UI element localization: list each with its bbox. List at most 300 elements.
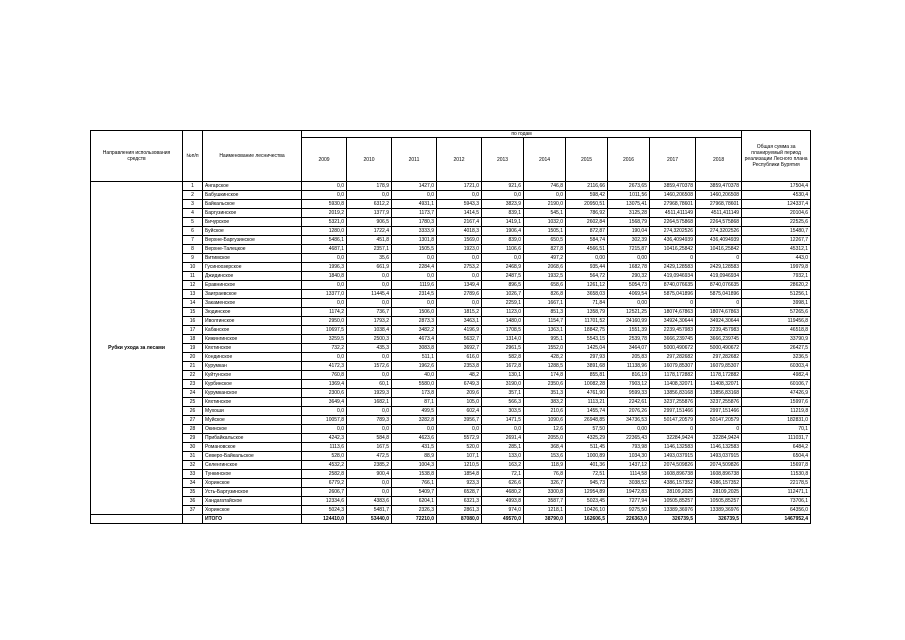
value-cell: 2074,509826 — [696, 461, 742, 470]
row-total-cell: 7932,1 — [742, 272, 811, 281]
value-cell: 1146,132583 — [650, 443, 696, 452]
row-total-cell: 26427,5 — [742, 344, 811, 353]
value-cell: 786,92 — [566, 209, 608, 218]
table-row — [91, 236, 811, 245]
value-cell: 4511,411149 — [650, 209, 696, 218]
row-total-cell: 11219,8 — [742, 407, 811, 416]
value-cell: 118,9 — [524, 461, 566, 470]
row-number: 6 — [183, 227, 203, 236]
value-cell: 1505,1 — [524, 227, 566, 236]
value-cell: 1455,74 — [566, 407, 608, 416]
row-number: 24 — [183, 389, 203, 398]
value-cell: 50147,20579 — [650, 416, 696, 425]
value-cell: 789,3 — [347, 416, 392, 425]
value-cell: 4196,9 — [437, 326, 482, 335]
value-cell: 2691,4 — [482, 434, 524, 443]
value-cell: 4566,51 — [566, 245, 608, 254]
value-cell: 0,0 — [524, 191, 566, 200]
value-cell: 3666,239745 — [696, 335, 742, 344]
total-value-cell: 326739,5 — [650, 515, 696, 524]
value-cell: 1004,3 — [392, 461, 437, 470]
total-value-cell: 72210,0 — [392, 515, 437, 524]
value-cell: 290,32 — [608, 272, 650, 281]
value-cell: 2673,65 — [608, 182, 650, 191]
forestry-name: Зюдинское — [203, 308, 302, 317]
value-cell: 0,0 — [437, 425, 482, 434]
value-cell: 793,98 — [608, 443, 650, 452]
value-cell: 2242,61 — [608, 398, 650, 407]
row-total-cell: 4982,4 — [742, 371, 811, 380]
table-row — [91, 182, 811, 191]
table-row — [91, 488, 811, 497]
value-cell: 87,1 — [392, 398, 437, 407]
total-value-cell: 162606,5 — [566, 515, 608, 524]
value-cell: 6312,2 — [347, 200, 392, 209]
row-number: 32 — [183, 461, 203, 470]
value-cell: 3956,7 — [437, 416, 482, 425]
row-number: 33 — [183, 470, 203, 479]
table-row — [91, 407, 811, 416]
table-row — [91, 254, 811, 263]
forest-plan-table-sheet — [90, 130, 810, 524]
row-number: 25 — [183, 398, 203, 407]
row-total-cell: 64356,0 — [742, 506, 811, 515]
value-cell: 2861,3 — [437, 506, 482, 515]
value-cell: 472,5 — [347, 452, 392, 461]
value-cell: 35,6 — [347, 254, 392, 263]
value-cell: 1721,0 — [437, 182, 482, 191]
value-cell: 22365,43 — [608, 434, 650, 443]
value-cell: 1369,4 — [302, 380, 347, 389]
table-row — [91, 272, 811, 281]
value-cell: 0,0 — [392, 191, 437, 200]
header-year-2012: 2012 — [437, 138, 482, 182]
value-cell: 497,2 — [524, 254, 566, 263]
row-number: 2 — [183, 191, 203, 200]
row-number: 12 — [183, 281, 203, 290]
row-total-cell: 45312,1 — [742, 245, 811, 254]
value-cell: 10082,28 — [566, 380, 608, 389]
value-cell: 4383,6 — [347, 497, 392, 506]
table-row — [91, 344, 811, 353]
row-total-cell: 19979,8 — [742, 263, 811, 272]
value-cell: 383,2 — [524, 398, 566, 407]
row-total-cell: 12267,7 — [742, 236, 811, 245]
value-cell: 0,0 — [347, 407, 392, 416]
forestry-name: Курбинское — [203, 380, 302, 389]
value-cell: 3300,8 — [524, 488, 566, 497]
value-cell: 900,4 — [347, 470, 392, 479]
value-cell: 0,0 — [302, 299, 347, 308]
value-cell: 451,8 — [347, 236, 392, 245]
value-cell: 816,19 — [608, 371, 650, 380]
row-number: 21 — [183, 362, 203, 371]
row-total-cell: 47426,9 — [742, 389, 811, 398]
row-number: 34 — [183, 479, 203, 488]
value-cell: 2468,9 — [482, 263, 524, 272]
value-cell: 8740,076635 — [696, 281, 742, 290]
value-cell: 1538,8 — [392, 470, 437, 479]
row-number: 23 — [183, 380, 203, 389]
value-cell: 1923,0 — [437, 245, 482, 254]
value-cell: 0,0 — [347, 299, 392, 308]
value-cell: 419,0946934 — [650, 272, 696, 281]
value-cell: 0,0 — [302, 353, 347, 362]
value-cell: 1460,206508 — [650, 191, 696, 200]
value-cell: 1113,6 — [302, 443, 347, 452]
value-cell: 10505,85257 — [650, 497, 696, 506]
value-cell: 1996,3 — [302, 263, 347, 272]
value-cell: 855,81 — [566, 371, 608, 380]
row-total-cell: 33790,9 — [742, 335, 811, 344]
forestry-name: Усть-Баргузинское — [203, 488, 302, 497]
value-cell: 2076,26 — [608, 407, 650, 416]
value-cell: 0,0 — [302, 182, 347, 191]
row-total-cell: 3236,5 — [742, 353, 811, 362]
value-cell: 34924,30644 — [696, 317, 742, 326]
row-number: 30 — [183, 443, 203, 452]
total-row — [91, 515, 811, 524]
table-row — [91, 245, 811, 254]
row-number: 15 — [183, 308, 203, 317]
value-cell: 419,0946934 — [696, 272, 742, 281]
table-row — [91, 479, 811, 488]
value-cell: 0,0 — [302, 254, 347, 263]
value-cell: 18074,67863 — [650, 308, 696, 317]
forestry-name: Селенгинское — [203, 461, 302, 470]
value-cell: 6779,2 — [302, 479, 347, 488]
value-cell: 602,4 — [437, 407, 482, 416]
value-cell: 11408,32071 — [696, 380, 742, 389]
forestry-name: Баргузинское — [203, 209, 302, 218]
row-number: 22 — [183, 371, 203, 380]
value-cell: 2582,8 — [302, 470, 347, 479]
value-cell: 1419,1 — [482, 218, 524, 227]
value-cell: 0,0 — [482, 425, 524, 434]
value-cell: 32284,9424 — [696, 434, 742, 443]
value-cell: 1572,6 — [347, 362, 392, 371]
row-total-cell: 6484,2 — [742, 443, 811, 452]
row-number: 11 — [183, 272, 203, 281]
value-cell: 566,3 — [482, 398, 524, 407]
forestry-name: Витимское — [203, 254, 302, 263]
table-row — [91, 371, 811, 380]
value-cell: 130,1 — [482, 371, 524, 380]
table-row — [91, 200, 811, 209]
header-year-2014: 2014 — [524, 138, 566, 182]
value-cell: 1178,172882 — [696, 371, 742, 380]
row-number: 4 — [183, 209, 203, 218]
table-row — [91, 317, 811, 326]
value-cell: 5632,7 — [437, 335, 482, 344]
value-cell: 2350,6 — [524, 380, 566, 389]
value-cell: 1608,896738 — [696, 470, 742, 479]
value-cell: 1314,0 — [482, 335, 524, 344]
header-forestry-name: Наименование лесничества — [203, 131, 302, 182]
value-cell: 1854,8 — [437, 470, 482, 479]
value-cell: 1471,5 — [482, 416, 524, 425]
value-cell: 18842,75 — [566, 326, 608, 335]
table-row — [91, 452, 811, 461]
value-cell: 658,6 — [524, 281, 566, 290]
value-cell: 5486,1 — [302, 236, 347, 245]
value-cell: 921,6 — [482, 182, 524, 191]
forestry-name: Верхне-Баргузинское — [203, 236, 302, 245]
value-cell: 3891,68 — [566, 362, 608, 371]
value-cell: 3190,0 — [482, 380, 524, 389]
value-cell: 27968,78601 — [696, 200, 742, 209]
total-value-cell: 87080,0 — [437, 515, 482, 524]
value-cell: 0,0 — [392, 299, 437, 308]
value-cell: 2753,2 — [437, 263, 482, 272]
value-cell: 274,3202526 — [696, 227, 742, 236]
value-cell: 1493,037915 — [696, 452, 742, 461]
value-cell: 1929,3 — [347, 389, 392, 398]
value-cell: 736,7 — [347, 308, 392, 317]
value-cell: 28109,2025 — [650, 488, 696, 497]
table-body — [91, 182, 811, 524]
total-value-cell: 49570,0 — [482, 515, 524, 524]
value-cell: 2357,1 — [347, 245, 392, 254]
row-total-cell: 22178,5 — [742, 479, 811, 488]
table-row — [91, 218, 811, 227]
forestry-name: Муйское — [203, 416, 302, 425]
value-cell: 3125,28 — [608, 209, 650, 218]
row-total-cell: 15997,6 — [742, 398, 811, 407]
row-number: 8 — [183, 245, 203, 254]
value-cell: 1815,2 — [437, 308, 482, 317]
value-cell: 0,0 — [482, 191, 524, 200]
row-total-cell: 3998,1 — [742, 299, 811, 308]
table-row — [91, 227, 811, 236]
row-total-cell: 17504,4 — [742, 182, 811, 191]
value-cell: 297,282682 — [650, 353, 696, 362]
row-total-cell: 60303,4 — [742, 362, 811, 371]
value-cell: 34736,53 — [608, 416, 650, 425]
value-cell: 995,1 — [524, 335, 566, 344]
value-cell: 2167,4 — [437, 218, 482, 227]
value-cell: 2284,4 — [392, 263, 437, 272]
forestry-name: Заиграевское — [203, 290, 302, 299]
value-cell: 178,9 — [347, 182, 392, 191]
value-cell: 872,87 — [566, 227, 608, 236]
value-cell: 105,0 — [437, 398, 482, 407]
value-cell: 285,1 — [482, 443, 524, 452]
value-cell: 5580,0 — [392, 380, 437, 389]
row-total-cell: 6504,4 — [742, 452, 811, 461]
forestry-name: Байкальское — [203, 200, 302, 209]
value-cell: 1032,0 — [524, 218, 566, 227]
forestry-name: Окинское — [203, 425, 302, 434]
value-cell: 1363,1 — [524, 326, 566, 335]
value-cell: 826,8 — [524, 290, 566, 299]
forestry-name: Ангарское — [203, 182, 302, 191]
value-cell: 11701,52 — [566, 317, 608, 326]
value-cell: 2259,1 — [482, 299, 524, 308]
value-cell: 0,0 — [482, 254, 524, 263]
value-cell: 5930,8 — [302, 200, 347, 209]
value-cell: 10697,5 — [302, 326, 347, 335]
value-cell: 2539,78 — [608, 335, 650, 344]
row-total-cell: 70,1 — [742, 425, 811, 434]
value-cell: 1793,2 — [347, 317, 392, 326]
value-cell: 0,0 — [302, 425, 347, 434]
value-cell: 1218,1 — [524, 506, 566, 515]
value-cell: 10505,85257 — [696, 497, 742, 506]
value-cell: 13389,36976 — [650, 506, 696, 515]
value-cell: 1480,0 — [482, 317, 524, 326]
value-cell: 351,3 — [524, 389, 566, 398]
value-cell: 5481,7 — [347, 506, 392, 515]
value-cell: 10416,25842 — [650, 245, 696, 254]
header-year-2016: 2016 — [608, 138, 650, 182]
value-cell: 7215,87 — [608, 245, 650, 254]
total-value-cell: 124410,0 — [302, 515, 347, 524]
value-cell: 7903,12 — [608, 380, 650, 389]
forestry-name: Куйтунское — [203, 371, 302, 380]
value-cell: 0,0 — [437, 299, 482, 308]
forestry-name: Тункинское — [203, 470, 302, 479]
value-cell: 1178,172882 — [650, 371, 696, 380]
value-cell: 0,0 — [437, 272, 482, 281]
value-cell: 1551,39 — [608, 326, 650, 335]
value-cell: 0,0 — [392, 425, 437, 434]
table-row — [91, 326, 811, 335]
value-cell: 896,5 — [482, 281, 524, 290]
row-total-cell: 60106,7 — [742, 380, 811, 389]
value-cell: 0 — [650, 425, 696, 434]
value-cell: 3259,5 — [302, 335, 347, 344]
value-cell: 302,39 — [608, 236, 650, 245]
forestry-name: Бабушкинское — [203, 191, 302, 200]
value-cell: 5054,73 — [608, 281, 650, 290]
row-number: 1 — [183, 182, 203, 191]
value-cell: 1377,9 — [347, 209, 392, 218]
value-cell: 10057,8 — [302, 416, 347, 425]
value-cell: 598,42 — [566, 191, 608, 200]
value-cell: 499,5 — [392, 407, 437, 416]
value-cell: 4242,3 — [302, 434, 347, 443]
table-row — [91, 209, 811, 218]
value-cell: 153,6 — [524, 452, 566, 461]
value-cell: 1506,0 — [392, 308, 437, 317]
forestry-name: Бичурское — [203, 218, 302, 227]
forestry-name: Хандагатайское — [203, 497, 302, 506]
row-number: 35 — [183, 488, 203, 497]
value-cell: 4680,2 — [482, 488, 524, 497]
forestry-name: Кижингинское — [203, 335, 302, 344]
table-row — [91, 299, 811, 308]
value-cell: 616,0 — [437, 353, 482, 362]
forestry-name: Романовское — [203, 443, 302, 452]
table-row — [91, 398, 811, 407]
value-cell: 5000,490672 — [650, 344, 696, 353]
value-cell: 4018,3 — [437, 227, 482, 236]
table-row — [91, 362, 811, 371]
total-value-cell: 226363,0 — [608, 515, 650, 524]
table-row — [91, 263, 811, 272]
value-cell: 3038,52 — [608, 479, 650, 488]
table-row — [91, 497, 811, 506]
value-cell: 297,93 — [566, 353, 608, 362]
value-cell: 303,5 — [482, 407, 524, 416]
value-cell: 210,6 — [524, 407, 566, 416]
value-cell: 72,1 — [482, 470, 524, 479]
forestry-name: Еравнинское — [203, 281, 302, 290]
value-cell: 11138,96 — [608, 362, 650, 371]
row-total-cell: 4530,4 — [742, 191, 811, 200]
value-cell: 1173,7 — [392, 209, 437, 218]
row-number: 37 — [183, 506, 203, 515]
value-cell: 582,8 — [482, 353, 524, 362]
value-cell: 1261,12 — [566, 281, 608, 290]
table-row — [91, 191, 811, 200]
value-cell: 2326,3 — [392, 506, 437, 515]
value-cell: 2190,0 — [524, 200, 566, 209]
value-cell: 4386,157352 — [696, 479, 742, 488]
value-cell: 584,74 — [566, 236, 608, 245]
value-cell: 2385,2 — [347, 461, 392, 470]
value-cell: 0,0 — [347, 281, 392, 290]
value-cell: 1682,78 — [608, 263, 650, 272]
value-cell: 545,1 — [524, 209, 566, 218]
value-cell: 3658,03 — [566, 290, 608, 299]
value-cell: 4386,157352 — [650, 479, 696, 488]
value-cell: 357,1 — [482, 389, 524, 398]
value-cell: 746,8 — [524, 182, 566, 191]
header-year-2011: 2011 — [392, 138, 437, 182]
value-cell: 174,8 — [524, 371, 566, 380]
total-label: ИТОГО — [203, 515, 302, 524]
value-cell: 167,5 — [347, 443, 392, 452]
value-cell: 3859,470378 — [696, 182, 742, 191]
value-cell: 4532,2 — [302, 461, 347, 470]
table-row — [91, 335, 811, 344]
value-cell: 1038,4 — [347, 326, 392, 335]
table-row — [91, 290, 811, 299]
value-cell: 0,0 — [347, 425, 392, 434]
value-cell: 1011,56 — [608, 191, 650, 200]
table-row — [91, 461, 811, 470]
value-cell: 1288,5 — [524, 362, 566, 371]
value-cell: 1840,8 — [302, 272, 347, 281]
value-cell: 1026,7 — [482, 290, 524, 299]
value-cell: 13075,41 — [608, 200, 650, 209]
value-cell: 4069,54 — [608, 290, 650, 299]
value-cell: 4325,29 — [566, 434, 608, 443]
value-cell: 6749,3 — [437, 380, 482, 389]
value-cell: 436,4094939 — [650, 236, 696, 245]
value-cell: 72,51 — [566, 470, 608, 479]
value-cell: 2873,3 — [392, 317, 437, 326]
value-cell: 431,5 — [392, 443, 437, 452]
table-row — [91, 425, 811, 434]
row-total-cell: 182831,0 — [742, 416, 811, 425]
forestry-name: Мухоши — [203, 407, 302, 416]
value-cell: 839,0 — [482, 236, 524, 245]
value-cell: 26948,85 — [566, 416, 608, 425]
value-cell: 0,0 — [347, 353, 392, 362]
value-cell: 60,1 — [347, 380, 392, 389]
forestry-name: Джидинское — [203, 272, 302, 281]
row-total-cell: 112471,1 — [742, 488, 811, 497]
forestry-name: Кондинское — [203, 353, 302, 362]
value-cell: 945,73 — [566, 479, 608, 488]
value-cell: 4623,6 — [392, 434, 437, 443]
row-number: 17 — [183, 326, 203, 335]
value-cell: 766,1 — [392, 479, 437, 488]
value-cell: 1552,0 — [524, 344, 566, 353]
